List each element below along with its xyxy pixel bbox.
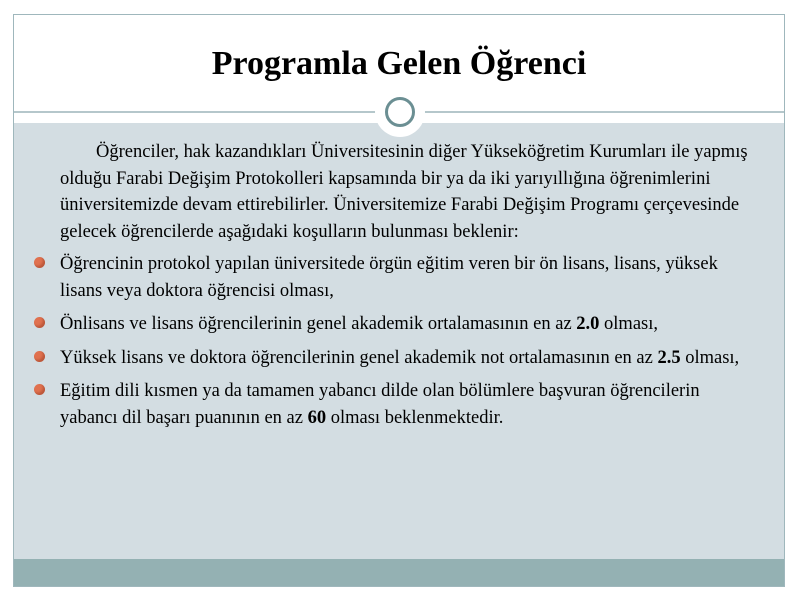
gpa-value: 2.0 [576, 314, 600, 334]
language-score-value: 60 [307, 407, 327, 428]
requirements-list [60, 251, 750, 431]
bullet-text-before: Eğitim dili kısmen ya da tamamen yabancı dilde olan bölümlere başvuran öğrencilerin yabancı dil başarı puanının en az [60, 381, 700, 428]
bullet-text-after: olması beklenmektedir. [326, 407, 504, 428]
footer-band [14, 559, 784, 586]
bullet-icon [34, 351, 45, 362]
bullet-text-before: Yüksek lisans ve doktora öğrencilerinin genel akademik not ortalamasının en az [60, 347, 658, 368]
list-item [60, 311, 750, 338]
list-item [60, 345, 750, 372]
bullet-text-before: Önlisans ve lisans öğrencilerinin genel akademik ortalamasının en az [60, 314, 577, 334]
list-item [60, 378, 750, 431]
slide-title: Programla Gelen Öğrenci [211, 45, 587, 82]
bullet-icon [34, 317, 45, 328]
circle-ring-icon [385, 97, 415, 127]
bullet-text: Öğrencinin protokol yapılan üniversitede örgün eğitim veren bir ön lisans, lisans, yüksek lisans veya doktora öğrencisi olması, [60, 254, 718, 301]
bullet-text-after: olması, [680, 347, 740, 368]
bullet-icon [34, 257, 45, 268]
body-text [60, 139, 750, 438]
list-item [60, 251, 750, 304]
gpa-value: 2.5 [657, 347, 681, 368]
bullet-icon [34, 384, 45, 395]
intro-paragraph: Öğrenciler, hak kazandıkları Üniversitesinin diğer Yükseköğretim Kurumları ile yapmış olduğu Farabi Değişim Protokolleri kapsamında bir ya da iki yarıyıllığına öğrenimlerini üniversitemizde devam ettirebilirler. Üniversitemize Farabi Değişim Programı çerçevesinde gelecek öğrencilerde aşağıdaki koşulların bulunması beklenir: [60, 142, 748, 242]
bullet-text-after: olması, [599, 314, 659, 334]
